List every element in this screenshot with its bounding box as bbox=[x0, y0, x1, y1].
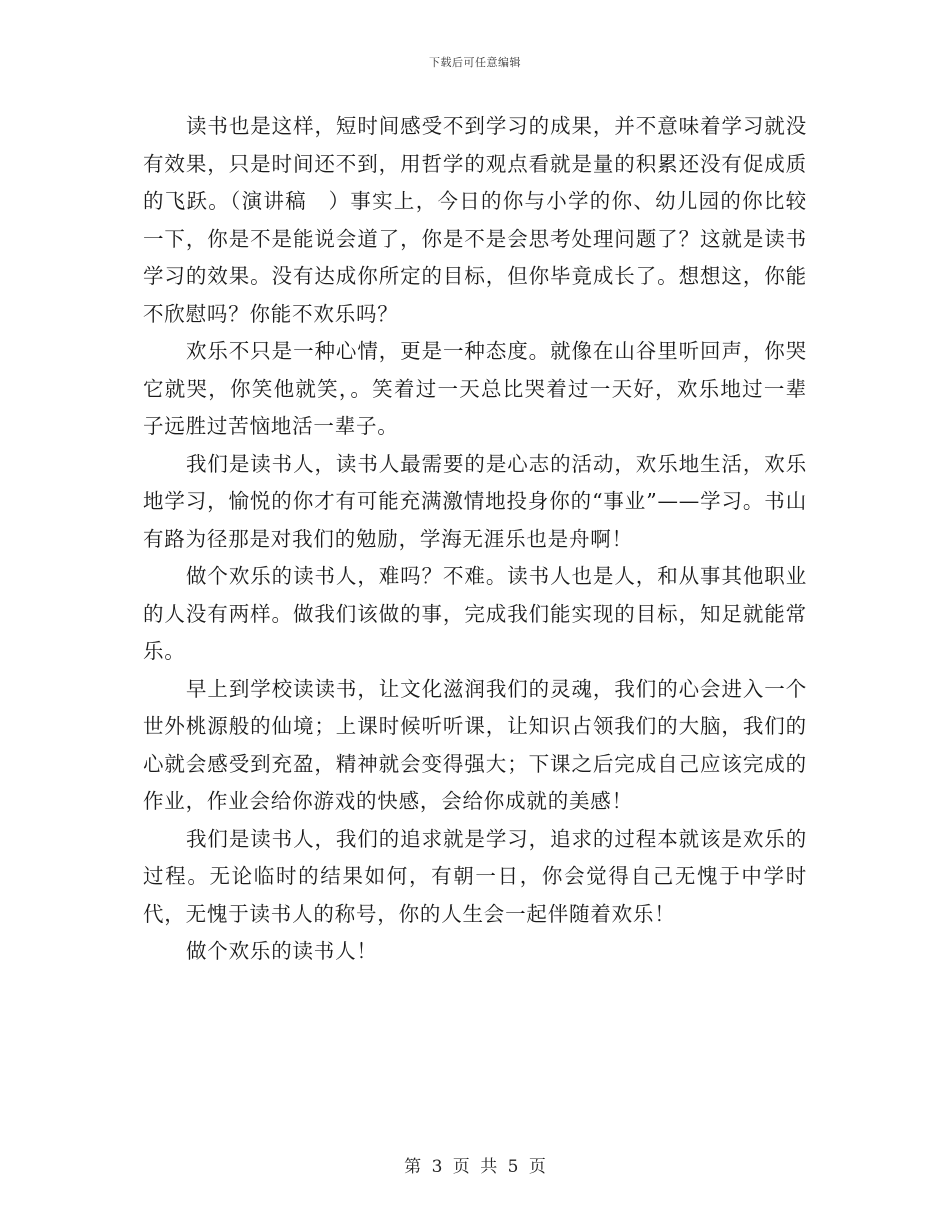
paragraph: 读书也是这样，短时间感受不到学习的成果，并不意味着学习就没有效果，只是时间还不到，用哲学的观点看就是量的积累还没有促成质的飞跃。（演讲稿 ）事实上，今日的你与小学的你、幼儿园的你比较一下，你是不是能说会道了，你是不是会思考处理问题了？这就是读书学习的效果。没有达成你所定的目标，但你毕竟成长了。想想这，你能不欣慰吗？你能不欢乐吗？ bbox=[143, 114, 807, 326]
paragraph: 早上到学校读读书，让文化滋润我们的灵魂，我们的心会进入一个世外桃源般的仙境；上课时候听听课，让知识占领我们的大脑，我们的心就会感受到充盈，精神就会变得强大；下课之后完成自己应该完成的作业，作业会给你游戏的快感，会给你成就的美感！ bbox=[143, 676, 807, 813]
article-body bbox=[143, 108, 807, 971]
paragraph: 做个欢乐的读书人，难吗？不难。读书人也是人，和从事其他职业的人没有两样。做我们该做的事，完成我们能实现的目标，知足就能常乐。 bbox=[143, 564, 807, 663]
paragraph: 我们是读书人，读书人最需要的是心志的活动，欢乐地生活，欢乐地学习，愉悦的你才有可能充满激情地投身你的“事业”——学习。书山有路为径那是对我们的勉励，学海无涯乐也是舟啊！ bbox=[143, 451, 807, 551]
paragraph: 做个欢乐的读书人！ bbox=[186, 939, 378, 963]
page-number-footer: 第 3 页 共 5 页 bbox=[404, 1157, 546, 1177]
page-header-note: 下载后可任意编辑 bbox=[429, 56, 521, 69]
paragraph: 欢乐不只是一种心情，更是一种态度。就像在山谷里听回声，你哭它就哭，你笑他就笑，。笑着过一天总比哭着过一天好，欢乐地过一辈子远胜过苦恼地活一辈子。 bbox=[143, 339, 807, 438]
paragraph: 我们是读书人，我们的追求就是学习，追求的过程本就该是欢乐的过程。无论临时的结果如何，有朝一日，你会觉得自己无愧于中学时代，无愧于读书人的称号，你的人生会一起伴随着欢乐！ bbox=[143, 826, 807, 926]
